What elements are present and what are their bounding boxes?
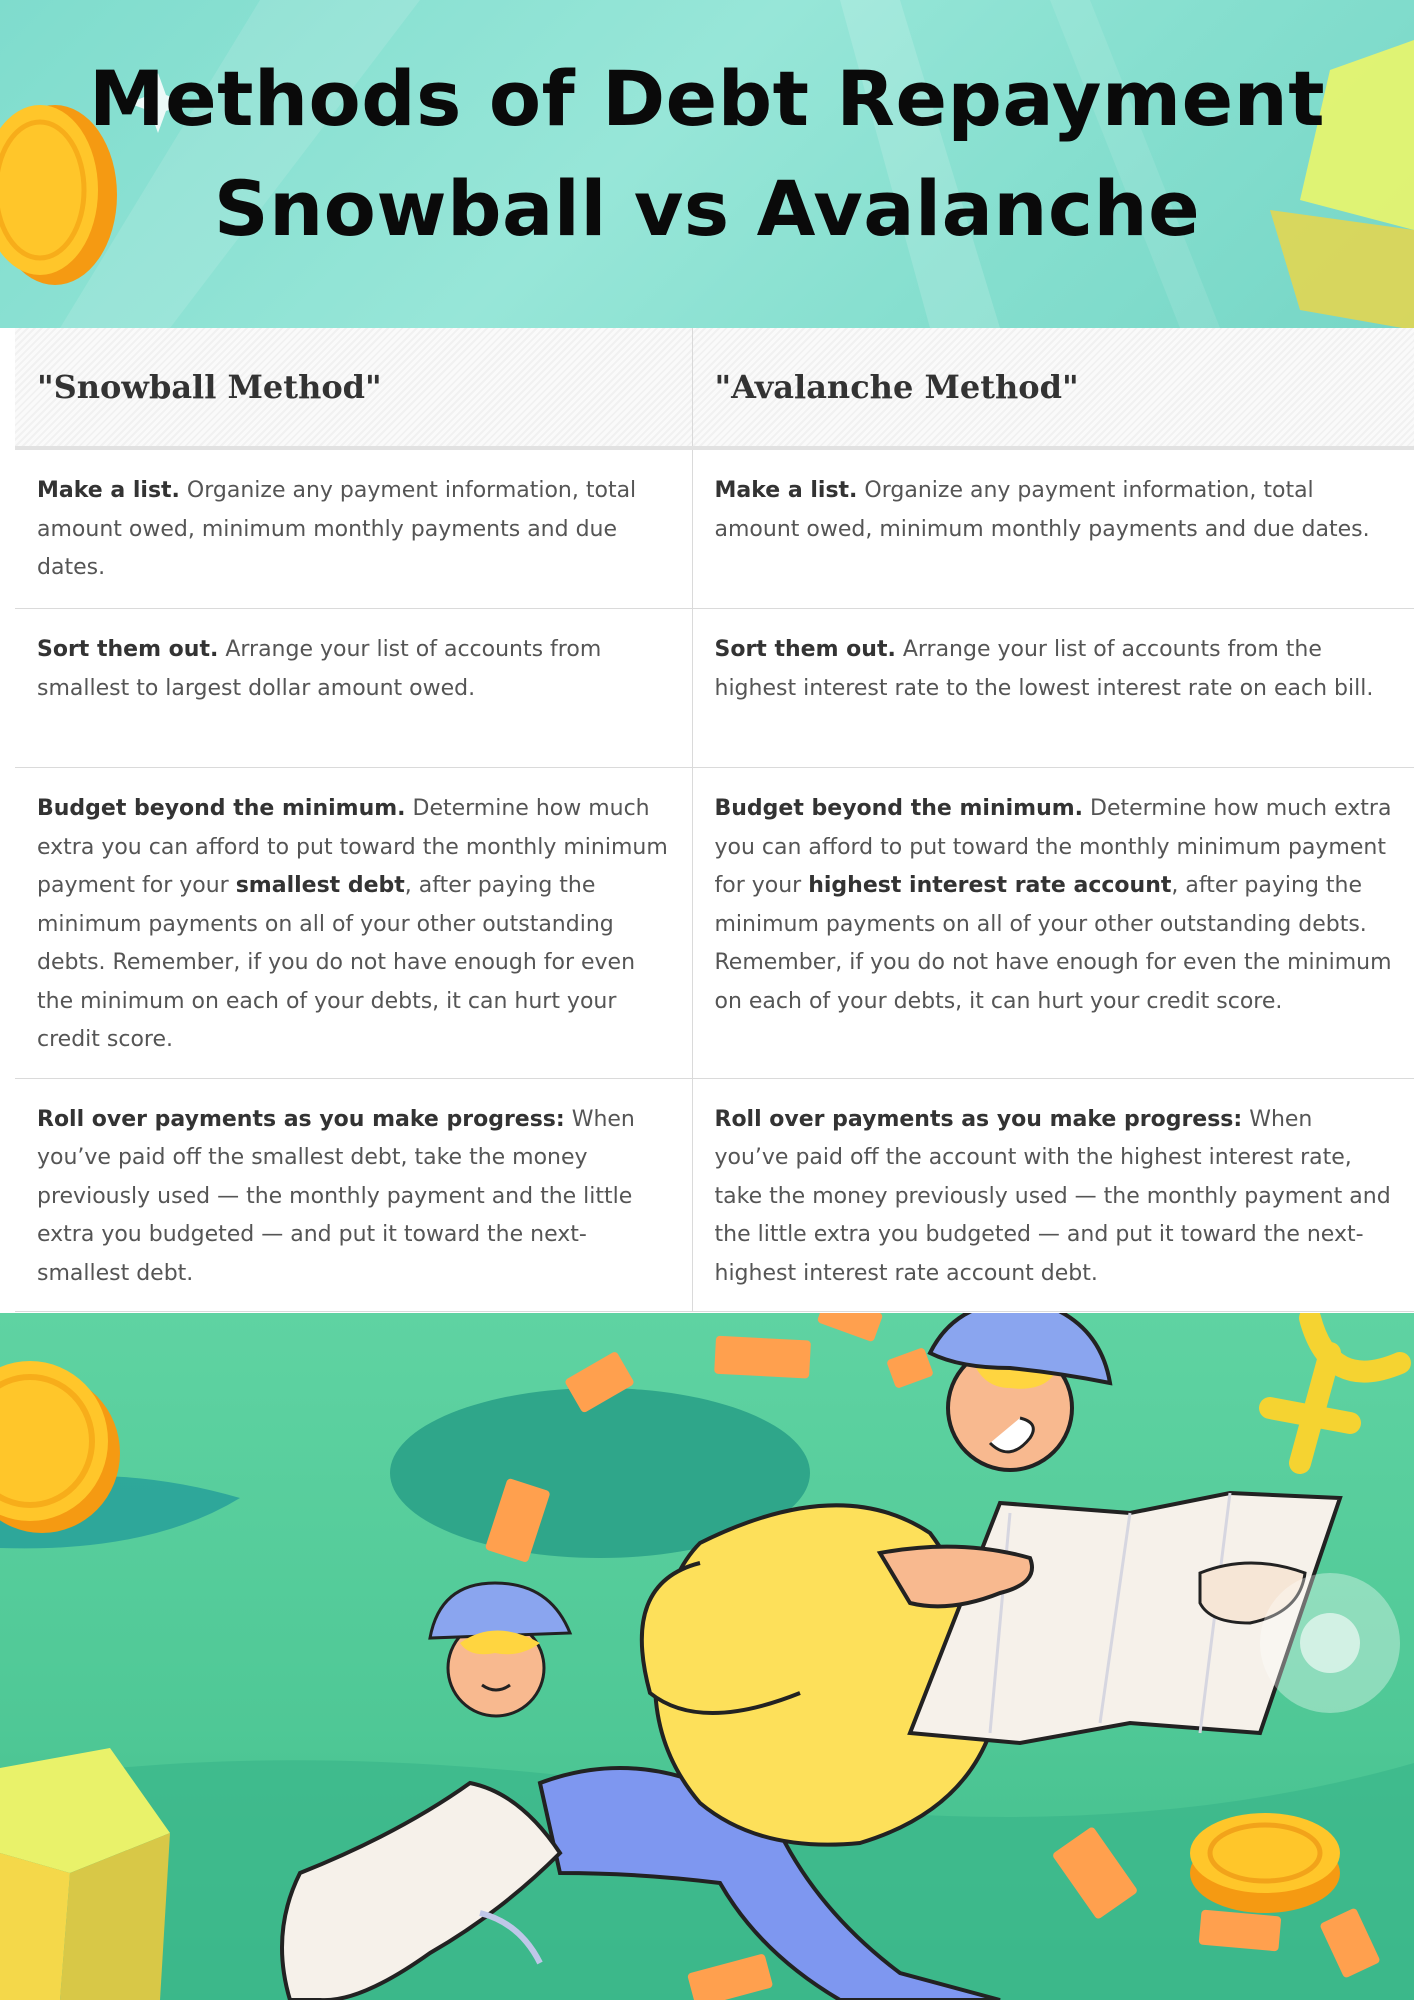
step-lead: Sort them out. (37, 637, 219, 662)
step-lead: Make a list. (714, 478, 858, 503)
step-text: Determine how much extra you can afford to put toward the monthly minimum payment for your (37, 796, 668, 898)
step-lead: Budget beyond the minimum. (714, 796, 1084, 821)
table-row (15, 448, 1414, 609)
table-row (15, 768, 1414, 1079)
table-cell-snowball (15, 448, 692, 609)
page-title (0, 44, 1414, 264)
table-cell-snowball (15, 768, 692, 1079)
step-text: Arrange your list of accounts from the highest interest rate to the lowest interest rate on each bill. (714, 637, 1374, 701)
step-text: Organize any payment information, total amount owed, minimum monthly payments and due dates. (714, 478, 1370, 542)
step-text: , after paying the minimum payments on all of your other outstanding debts. Remember, if you do not have enough for even the minimum on each of your debts, it can hurt your credit score. (714, 873, 1392, 1014)
step-text: When you’ve paid off the smallest debt, take the money previously used — the monthly payment and the little extra you budgeted — and put it toward the next-smallest debt. (37, 1106, 635, 1286)
column-header-avalanche: "Avalanche Method" (692, 328, 1414, 448)
step-text: Organize any payment information, total amount owed, minimum monthly payments and due dates. (37, 478, 637, 580)
page-title-line2: Snowball vs Avalanche (213, 164, 1201, 253)
table-cell-avalanche (692, 1078, 1414, 1312)
step-text: When you’ve paid off the account with the highest interest rate, take the money previously used — the monthly payment and the little extra you budgeted — and put it toward the next-highest interest rate account debt. (714, 1106, 1391, 1286)
coin-icon (1190, 1813, 1340, 1913)
step-lead: Budget beyond the minimum. (37, 796, 406, 821)
step-lead: Roll over payments as you make progress: (714, 1106, 1243, 1132)
step-text: Determine how much extra you can afford to put toward the monthly minimum payment for your (714, 796, 1392, 898)
step-text: Arrange your list of accounts from smallest to largest dollar amount owed. (37, 637, 602, 701)
table-header-row (15, 328, 1414, 448)
table-row (15, 609, 1414, 768)
table-cell-avalanche (692, 609, 1414, 768)
header-banner (0, 0, 1414, 328)
comparison-table (15, 328, 1414, 1312)
illustration-scene (0, 1313, 1414, 2000)
table-cell-snowball (15, 1078, 692, 1312)
step-emphasis: highest interest rate account (808, 873, 1172, 898)
small-character-illustration (430, 1583, 570, 1716)
currency-symbol-icon (1270, 1318, 1400, 1463)
step-text: , after paying the minimum payments on all of your other outstanding debts. Remember, if you do not have enough for even the minimum on each of your debts, it can hurt your credit score. (37, 873, 636, 1052)
table-cell-avalanche (692, 768, 1414, 1079)
table-row (15, 1078, 1414, 1312)
table-cell-avalanche (692, 448, 1414, 609)
table-cell-snowball (15, 609, 692, 768)
step-lead: Make a list. (37, 478, 180, 503)
step-lead: Roll over payments as you make progress: (37, 1106, 565, 1132)
step-lead: Sort them out. (714, 637, 896, 662)
page-title-line1: Methods of Debt Repayment (88, 54, 1326, 143)
illustration (0, 1313, 1414, 2000)
step-emphasis: smallest debt (235, 873, 405, 898)
comparison-table-container (15, 328, 1414, 1313)
column-header-snowball: "Snowball Method" (15, 328, 692, 448)
